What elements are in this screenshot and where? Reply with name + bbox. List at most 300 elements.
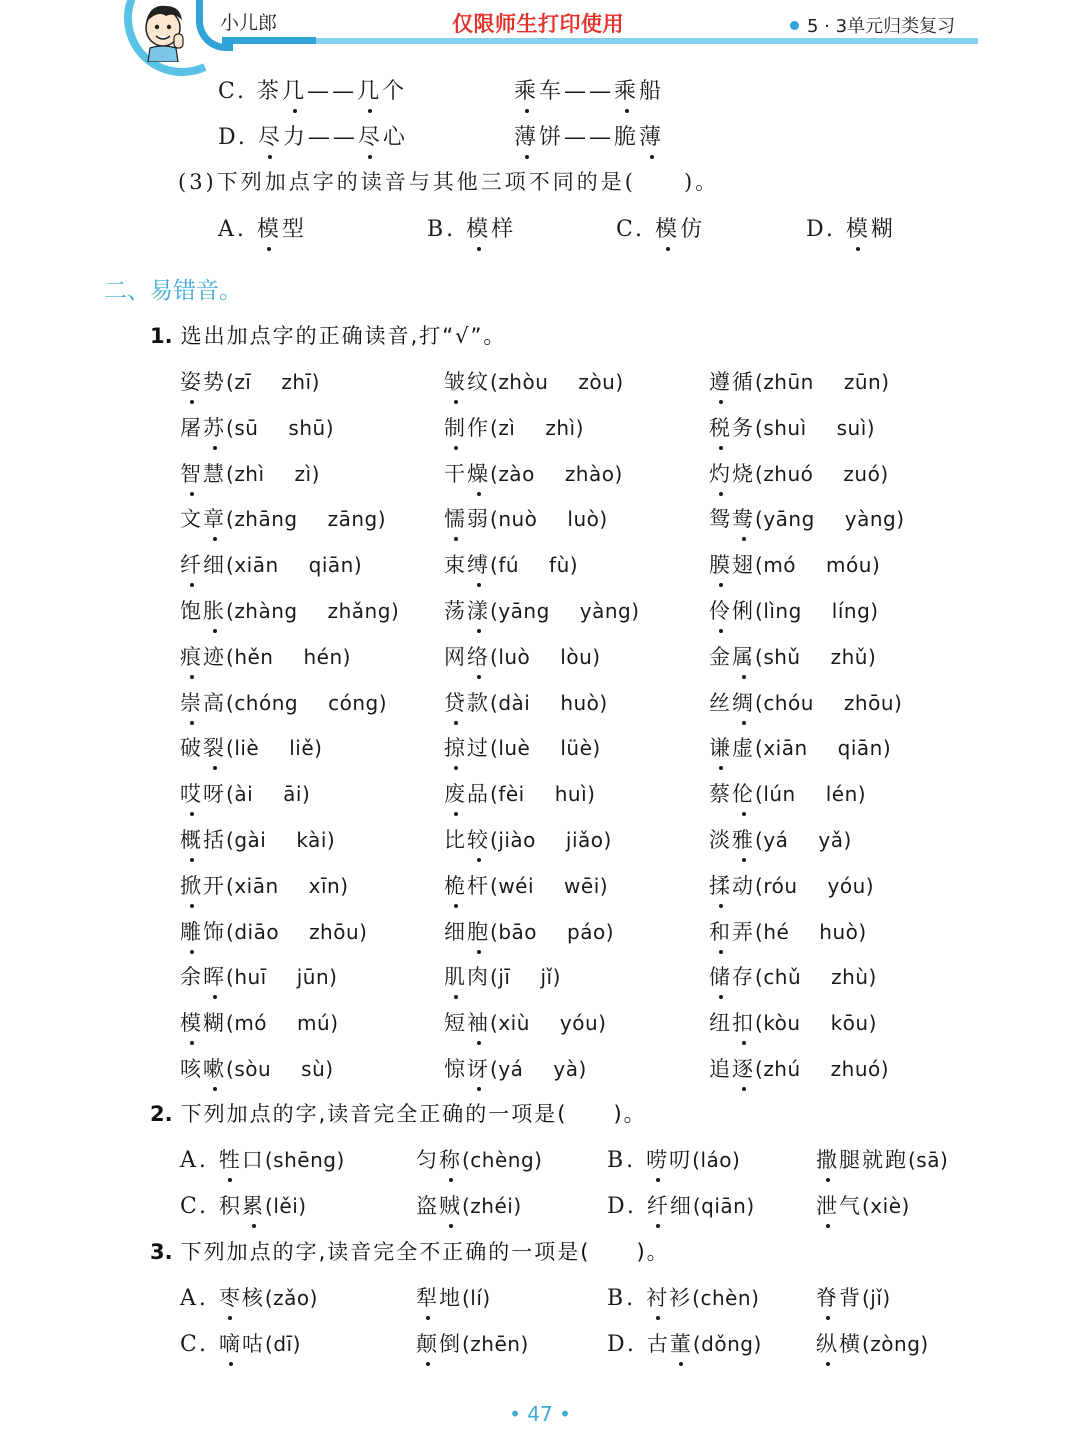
dotted-word (219, 1194, 265, 1218)
emphasized-char: 概 (180, 824, 203, 854)
dotted-word (444, 553, 490, 577)
dash: —— (564, 125, 615, 150)
pinyin-option: zhù (831, 965, 869, 990)
paren: ( (755, 461, 764, 486)
dotted-word (180, 416, 226, 440)
pinyin-option: zhāng (234, 507, 298, 532)
dotted-word (444, 462, 490, 486)
option-letter: B. (427, 217, 467, 242)
list-item (444, 1053, 587, 1083)
dotted-word (180, 507, 226, 531)
char: 丝 (709, 690, 732, 715)
char: 弄 (732, 919, 755, 944)
pinyin-option: jiǎo (565, 828, 604, 852)
pinyin-option: hé (763, 919, 790, 944)
list-item (709, 366, 890, 396)
emphasized-char: 唠 (646, 1144, 669, 1174)
char: 短 (444, 1011, 467, 1036)
paren: ) (882, 736, 892, 761)
char: 开 (203, 873, 226, 898)
char: 核 (241, 1286, 265, 1310)
dotted-word (180, 645, 226, 669)
paren: ( (490, 782, 499, 807)
pinyin-option: sòu (234, 1057, 272, 1081)
emphasized-char: 皱 (444, 366, 467, 396)
pinyin-option: wēi (564, 873, 600, 898)
pinyin-choices (755, 1057, 889, 1081)
emphasized-char: 燥 (467, 458, 490, 488)
pinyin: (sā) (908, 1148, 949, 1172)
pinyin-option: yá (498, 1057, 524, 1081)
pinyin-option: jī (498, 965, 511, 990)
pinyin-option: zhuó (763, 461, 814, 486)
paren: ) (578, 1057, 587, 1081)
option-letter: B. (607, 1286, 647, 1311)
option-b (427, 212, 516, 243)
section-title: 二、易错音。 (104, 278, 242, 304)
pinyin-option: kōu (830, 1011, 869, 1036)
char: 屠 (180, 415, 203, 440)
pinyin-choices (490, 782, 595, 806)
paren: ) (325, 415, 335, 440)
dotted-word (816, 1148, 908, 1172)
char: 饼 (539, 125, 565, 150)
emphasized-char: 裂 (203, 732, 226, 762)
dotted-word (416, 1194, 462, 1218)
emphasized-char: 鸯 (732, 503, 755, 533)
paren: ) (603, 828, 612, 852)
list-item (444, 1007, 606, 1037)
emphasized-char: 绸 (732, 687, 755, 717)
list-item (180, 824, 335, 854)
paren: ( (490, 415, 499, 440)
option-letter: A. (218, 217, 257, 242)
pinyin-choices (490, 691, 608, 715)
dotted-word (646, 1148, 692, 1172)
question-2-3-title (150, 1236, 670, 1266)
list-item (180, 549, 362, 579)
pinyin-option: chǔ (763, 965, 802, 990)
list-item (180, 916, 367, 946)
dotted-word (646, 1286, 692, 1310)
paren: ) (314, 736, 323, 761)
paren: ( (755, 415, 764, 440)
pinyin-option: zhǎng (327, 599, 391, 623)
dotted-word (444, 874, 490, 898)
pinyin-choices (226, 920, 367, 944)
pinyin-option: yǎ (818, 828, 844, 852)
emphasized-char: 和 (709, 916, 732, 946)
dotted-word (514, 79, 564, 104)
dotted-word (709, 507, 755, 531)
paren: ) (843, 828, 852, 852)
pinyin-option: suì (836, 415, 867, 440)
paren: ( (755, 553, 764, 578)
option-item (416, 1144, 542, 1174)
pinyin-choices (226, 462, 320, 486)
emphasized-char: 乘 (514, 74, 539, 105)
emphasized-char: 嘀 (219, 1328, 242, 1358)
char: 细 (203, 553, 226, 578)
list-item (180, 412, 334, 442)
list-item (709, 595, 879, 625)
pinyin-choices (490, 828, 612, 852)
pinyin-option: luò (498, 644, 531, 669)
dotted-word (180, 462, 226, 486)
emphasized-char: 胀 (203, 595, 226, 625)
option-letter: D. (218, 125, 258, 150)
option-letter: D. (806, 217, 846, 242)
char: 括 (203, 828, 226, 852)
pinyin-choices (490, 1011, 606, 1035)
pinyin-option: yóu (559, 1011, 599, 1036)
option-d (806, 212, 896, 243)
char: 干 (444, 461, 467, 486)
question-1-3-text: (3)下列加点字的读音与其他三项不同的是( )。 (178, 170, 720, 194)
paren: ) (311, 370, 320, 394)
emphasized-char: 储 (709, 961, 732, 991)
list-item (180, 641, 351, 671)
paren: ) (390, 599, 400, 623)
option-letter: B. (607, 1148, 647, 1173)
brand-name: 小儿郎 (220, 12, 278, 34)
dotted-word (816, 1194, 862, 1218)
pinyin-option: zhǔ (830, 644, 868, 669)
emphasized-char: 崇 (180, 687, 203, 717)
pinyin-option: zhuó (830, 1057, 881, 1081)
list-item (180, 366, 320, 396)
pinyin-option: róu (763, 873, 798, 898)
pinyin-choices (755, 736, 891, 760)
emphasized-char: 桅 (444, 870, 467, 900)
emphasized-char: 模 (466, 212, 491, 243)
pinyin-option: dài (498, 690, 531, 715)
pinyin: (lí) (462, 1286, 491, 1310)
option-c (616, 212, 705, 243)
pinyin: (zhēn) (462, 1332, 529, 1356)
pinyin: (zǎo) (264, 1286, 318, 1310)
option-pair (514, 74, 664, 105)
paren: ( (755, 919, 764, 944)
list-item (709, 1007, 877, 1037)
dotted-word (709, 691, 755, 715)
pinyin-option: líng (831, 599, 871, 623)
paren: ) (881, 370, 890, 394)
dotted-word (416, 1286, 462, 1310)
option-item (816, 1144, 948, 1174)
char: 饰 (203, 919, 226, 944)
list-item (180, 1053, 334, 1083)
paren: ( (490, 599, 499, 623)
pinyin-choices (755, 507, 905, 531)
dotted-word (444, 1011, 490, 1035)
question-2-2-title (150, 1098, 647, 1128)
char: 糊 (203, 1011, 226, 1036)
emphasized-char: 纤 (180, 549, 203, 579)
pinyin-option: xiān (234, 553, 279, 578)
dotted-word (257, 217, 307, 242)
option-letter: D. (607, 1332, 647, 1357)
pinyin-option: huò (560, 690, 600, 715)
dotted-word (709, 965, 755, 989)
paren: ( (490, 736, 499, 761)
paren: ( (490, 1011, 499, 1036)
emphasized-char: 泄 (816, 1190, 839, 1220)
paren: ) (569, 553, 579, 578)
emphasized-char: 牲 (219, 1144, 242, 1174)
dotted-word (466, 217, 516, 242)
pinyin: (xiè) (862, 1194, 910, 1218)
list-item (444, 916, 614, 946)
option-item (416, 1282, 491, 1312)
dotted-word (444, 507, 490, 531)
emphasized-char: 膜 (709, 549, 732, 579)
paren: ( (226, 919, 235, 944)
paren: ( (226, 507, 235, 532)
char: 心 (382, 125, 408, 150)
pinyin-option: fèi (498, 782, 525, 807)
pinyin-option: zī (234, 370, 252, 394)
pinyin-option: mó (763, 553, 797, 578)
pinyin-option: zhōu (843, 690, 894, 715)
paren: ) (599, 507, 608, 532)
pinyin-option: zhì (545, 415, 576, 440)
paren: ( (226, 828, 235, 852)
dotted-word (709, 416, 755, 440)
dotted-word (709, 782, 755, 806)
pinyin-option: shǔ (763, 644, 801, 669)
emphasized-char: 薄 (514, 120, 539, 151)
list-item (444, 458, 623, 488)
pinyin-choices (755, 965, 877, 989)
paren: ( (226, 782, 235, 807)
paren: ) (868, 965, 877, 990)
pinyin: (dī) (265, 1332, 301, 1356)
pinyin-option: zhòu (498, 370, 549, 394)
dotted-word (709, 553, 755, 577)
pinyin-option: lòu (560, 644, 593, 669)
emphasized-char: 灼 (709, 458, 732, 488)
paren: ) (894, 690, 903, 715)
emphasized-char: 较 (467, 824, 490, 854)
dotted-word (180, 965, 226, 989)
paren: ) (615, 370, 624, 394)
emphasized-char: 缚 (467, 549, 490, 579)
char: 细 (669, 1194, 693, 1218)
paren: ( (226, 1057, 235, 1081)
list-item (444, 778, 595, 808)
option-letter: A. (180, 1148, 219, 1173)
char: 虚 (732, 736, 755, 761)
emphasized-char: 董 (670, 1328, 693, 1358)
pinyin-option: zì (498, 415, 516, 440)
emphasized-char: 章 (203, 503, 226, 533)
option-item (180, 1190, 307, 1220)
dotted-word (655, 217, 705, 242)
paren: ( (226, 553, 235, 578)
list-item (444, 824, 612, 854)
option-item (416, 1190, 522, 1220)
pinyin-choices (490, 736, 601, 760)
dotted-word (816, 1286, 862, 1310)
pinyin-choices (755, 874, 874, 898)
pinyin-option: wéi (498, 873, 535, 898)
pinyin-option: xīn (308, 873, 341, 898)
pinyin: (zhéi) (462, 1194, 522, 1218)
char: 力 (282, 125, 308, 150)
pinyin-choices (490, 416, 584, 440)
paren: ) (614, 461, 623, 486)
option-item (180, 1328, 301, 1358)
char: 衫 (669, 1286, 693, 1310)
dotted-word (709, 736, 755, 760)
pinyin-option: ài (234, 782, 254, 807)
dotted-word (180, 553, 226, 577)
list-item (444, 412, 584, 442)
paren: ) (340, 873, 349, 898)
dotted-word (257, 79, 307, 104)
char: 口 (241, 1148, 265, 1172)
dotted-word (416, 1148, 462, 1172)
char: 弱 (467, 507, 490, 532)
char: 比 (444, 828, 467, 852)
list-item (180, 1007, 339, 1037)
list-item (709, 458, 889, 488)
option-letter: C. (218, 79, 258, 104)
pinyin: (zòng) (862, 1332, 929, 1356)
paren: ( (755, 782, 764, 807)
dash: —— (307, 79, 358, 104)
char: 就 (862, 1148, 885, 1172)
option-item (607, 1190, 755, 1220)
paren: ) (342, 644, 351, 669)
char: 慧 (203, 461, 226, 486)
dotted-word (444, 416, 490, 440)
pinyin-option: nuò (498, 507, 538, 532)
list-item (444, 687, 608, 717)
pinyin-choices (226, 507, 386, 531)
emphasized-char: 遵 (709, 366, 732, 396)
pinyin-choices (226, 370, 320, 394)
char: 鸳 (709, 507, 732, 532)
paren: ( (755, 644, 764, 669)
dotted-word (709, 1057, 755, 1081)
unit-label (790, 12, 955, 38)
dotted-word (444, 782, 490, 806)
emphasized-char: 几 (357, 74, 382, 105)
list-item (709, 778, 866, 808)
pinyin-option: sū (234, 415, 259, 440)
paren: ) (598, 1011, 607, 1036)
emphasized-char: 逐 (732, 1053, 755, 1083)
paren: ) (592, 644, 601, 669)
paren: ( (490, 461, 499, 486)
paren: ( (490, 370, 499, 394)
pinyin-option: kòu (763, 1011, 801, 1036)
dotted-word (709, 874, 755, 898)
paren: ( (755, 736, 764, 761)
list-item (709, 732, 891, 762)
page-number: • 47 • (509, 1402, 571, 1426)
paren: ) (880, 1057, 890, 1081)
pinyin-option: jǐ (540, 965, 553, 990)
pinyin-choices (490, 599, 640, 623)
dotted-word (444, 736, 490, 760)
paren: ) (858, 919, 867, 944)
pinyin-option: qiān (308, 553, 354, 578)
emphasized-char: 废 (444, 778, 467, 808)
dotted-word (180, 782, 226, 806)
emphasized-char: 贷 (444, 687, 467, 717)
pinyin-option: xiān (763, 736, 808, 761)
pinyin-choices (755, 553, 880, 577)
unit-label-text: 5 · 3单元归类复习 (807, 16, 956, 37)
list-item (180, 687, 387, 717)
emphasized-char: 模 (846, 212, 871, 243)
pinyin: (chèn) (692, 1286, 760, 1310)
list-item (180, 961, 337, 991)
paren: ) (896, 507, 905, 532)
dotted-word (709, 920, 755, 944)
pinyin-option: āi (283, 782, 302, 807)
paren: ) (865, 873, 875, 898)
char: 船 (639, 79, 665, 104)
pinyin-option: chóu (763, 690, 814, 715)
list-item (709, 961, 877, 991)
dotted-word (709, 370, 755, 394)
emphasized-char: 雅 (732, 824, 755, 854)
paren: ) (326, 828, 336, 852)
dotted-word (614, 79, 664, 104)
paren: ) (870, 599, 879, 623)
pinyin-choices (226, 416, 334, 440)
paren: ) (330, 1011, 339, 1036)
question-number: 3. (150, 1240, 173, 1264)
pinyin-choices (490, 1057, 587, 1081)
option-item (416, 1328, 529, 1358)
pinyin-choices (226, 1057, 334, 1081)
emphasized-char: 属 (732, 641, 755, 671)
list-item (180, 732, 322, 762)
pinyin-choices (226, 736, 322, 760)
pinyin-option: qiān (837, 736, 883, 761)
emphasized-char: 薄 (639, 120, 664, 151)
char: 存 (732, 965, 755, 990)
list-item (709, 916, 867, 946)
paren: ) (866, 415, 876, 440)
emphasized-char: 衬 (646, 1282, 669, 1312)
pinyin-option: zhú (763, 1057, 801, 1081)
char: 咕 (242, 1332, 266, 1356)
pinyin-option: shuì (763, 415, 807, 440)
list-item (709, 1053, 889, 1083)
list-item (444, 961, 561, 991)
emphasized-char: 贼 (439, 1190, 462, 1220)
dash: —— (564, 79, 615, 104)
char: 茶 (257, 79, 283, 104)
question-text: 下列加点的字,读音完全正确的一项是( )。 (180, 1102, 647, 1126)
dotted-word (709, 645, 755, 669)
option-row-c (218, 74, 407, 105)
paren: ) (353, 553, 363, 578)
char: 过 (467, 736, 490, 761)
pinyin-option: lüè (560, 736, 593, 761)
option-item (607, 1144, 740, 1174)
list-item (444, 595, 640, 625)
header-bar (222, 37, 316, 44)
char: 淡 (709, 828, 732, 852)
paren: ) (880, 461, 889, 486)
